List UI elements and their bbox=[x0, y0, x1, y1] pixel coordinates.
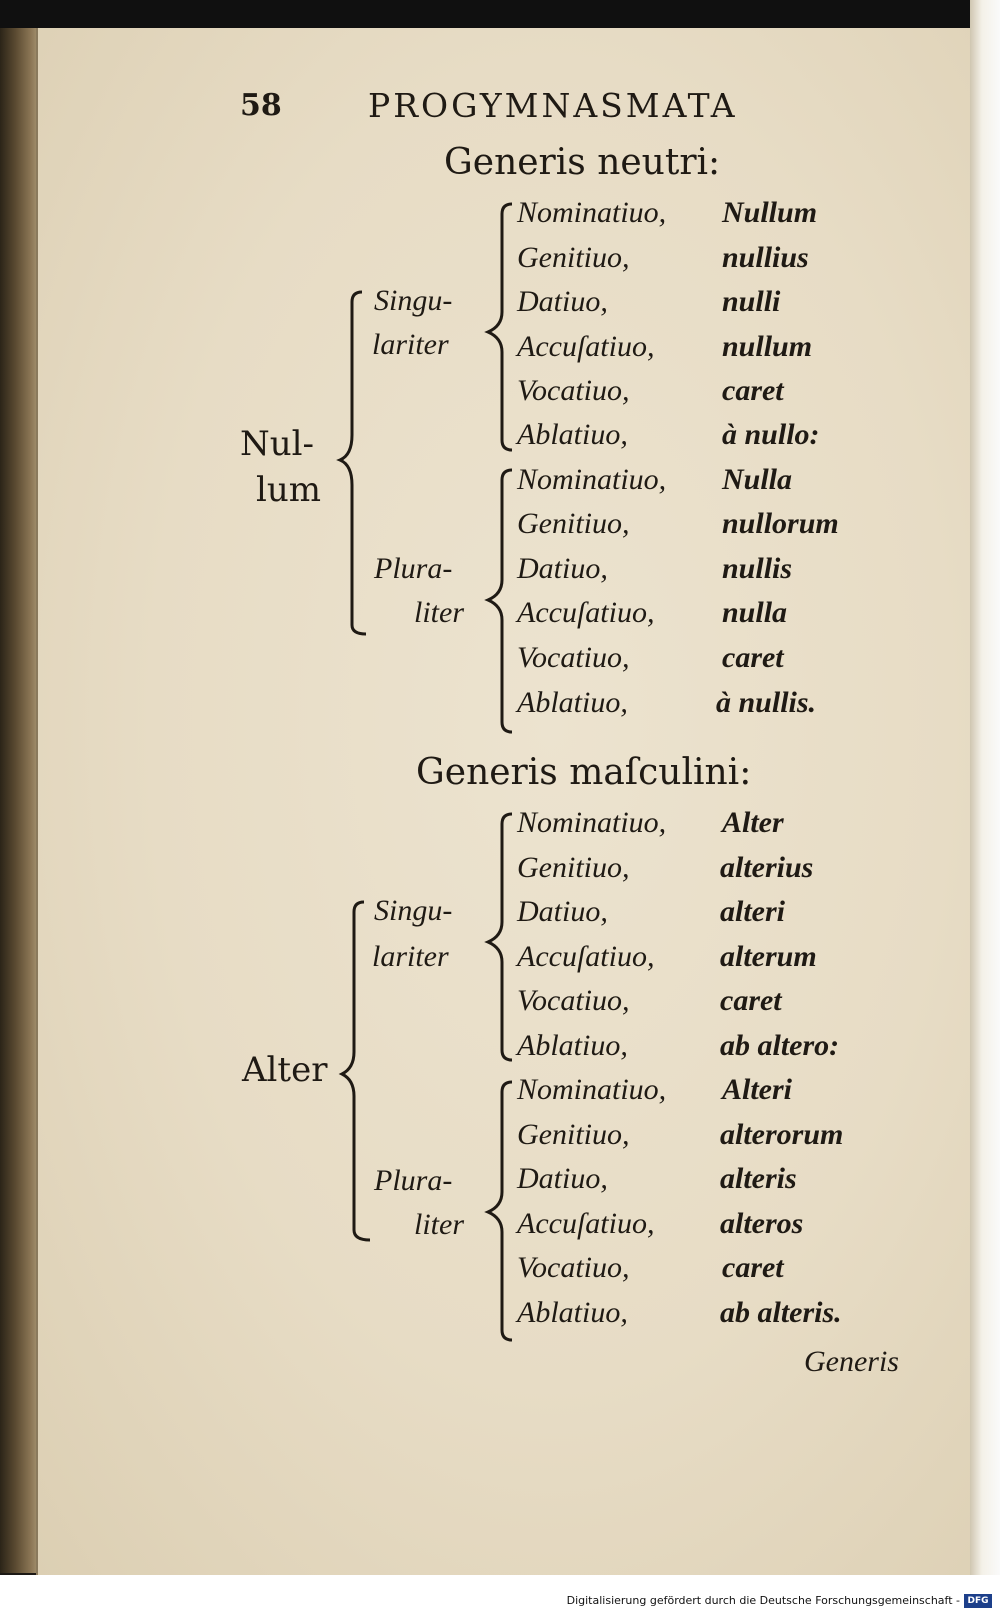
lemma-nullum-line2: lum bbox=[256, 470, 322, 510]
case-label: Nominatiuo, bbox=[517, 463, 667, 496]
running-head: PROGYMNASMATA bbox=[368, 86, 738, 125]
case-label: Genitiuo, bbox=[517, 241, 630, 274]
plural-label-line1: Plura- bbox=[374, 552, 453, 585]
declined-form: alterum bbox=[720, 940, 817, 973]
declined-form: nulla bbox=[722, 596, 788, 629]
case-label: Datiuo, bbox=[517, 1162, 608, 1195]
singular-label-line2: lariter bbox=[372, 328, 449, 361]
case-label: Vocatiuo, bbox=[517, 984, 630, 1017]
lemma-alter: Alter bbox=[242, 1050, 328, 1090]
case-label: Vocatiuo, bbox=[517, 374, 630, 407]
declined-form: Nulla bbox=[722, 463, 793, 496]
case-label: Ablatiuo, bbox=[517, 418, 628, 451]
declined-form: nullum bbox=[722, 330, 813, 363]
page-right-edge bbox=[970, 0, 1000, 1617]
case-label: Nominatiuo, bbox=[517, 196, 667, 229]
singular-label-line1: Singu- bbox=[374, 284, 453, 317]
case-label: Datiuo, bbox=[517, 895, 608, 928]
declined-form: Alter bbox=[722, 806, 784, 839]
declined-form: ab altero: bbox=[720, 1029, 840, 1062]
case-label: Nominatiuo, bbox=[517, 1073, 667, 1106]
declined-form: nullorum bbox=[722, 507, 839, 540]
case-label: Datiuo, bbox=[517, 285, 608, 318]
case-label: Accuſatiuo, bbox=[517, 596, 655, 629]
case-label: Genitiuo, bbox=[517, 1118, 630, 1151]
plural-label-line2: liter bbox=[414, 1208, 464, 1241]
case-label: Genitiuo, bbox=[517, 507, 630, 540]
declined-form: nulli bbox=[722, 285, 781, 318]
declined-form: caret bbox=[722, 1251, 784, 1284]
scan-top-border bbox=[0, 0, 1000, 28]
declined-form: ab alteris. bbox=[720, 1296, 842, 1329]
declined-form: Alteri bbox=[722, 1073, 793, 1106]
declined-form: alterius bbox=[720, 851, 814, 884]
case-label: Accuſatiuo, bbox=[517, 940, 655, 973]
declined-form: alterorum bbox=[720, 1118, 844, 1151]
case-label: Accuſatiuo, bbox=[517, 330, 655, 363]
case-label: Vocatiuo, bbox=[517, 641, 630, 674]
plural-label-line2: liter bbox=[414, 596, 464, 629]
case-label: Ablatiuo, bbox=[517, 1296, 628, 1329]
declined-form: à nullo: bbox=[722, 418, 820, 451]
case-label: Vocatiuo, bbox=[517, 1251, 630, 1284]
page-number: 58 bbox=[240, 88, 282, 123]
plural-label-line1: Plura- bbox=[374, 1164, 453, 1197]
declined-form: caret bbox=[722, 374, 784, 407]
case-label: Ablatiuo, bbox=[517, 686, 628, 719]
declined-form: nullis bbox=[722, 552, 793, 585]
case-label: Nominatiuo, bbox=[517, 806, 667, 839]
footer-credit: Digitalisierung gefördert durch die Deutsche Forschungsgemeinschaft - bbox=[566, 1594, 960, 1607]
section-title-masculine: Generis maſculini: bbox=[416, 752, 752, 793]
case-label: Genitiuo, bbox=[517, 851, 630, 884]
singular-label-line1: Singu- bbox=[374, 894, 453, 927]
book-page bbox=[36, 28, 972, 1575]
declined-form: caret bbox=[722, 641, 784, 674]
case-label: Datiuo, bbox=[517, 552, 608, 585]
section-title-neuter: Generis neutri: bbox=[444, 142, 721, 183]
declined-form: Nullum bbox=[722, 196, 818, 229]
singular-label-line2: lariter bbox=[372, 940, 449, 973]
lemma-nullum-line1: Nul- bbox=[240, 424, 315, 464]
declined-form: caret bbox=[720, 984, 782, 1017]
declined-form: alteri bbox=[720, 895, 785, 928]
catchword: Generis bbox=[804, 1345, 899, 1378]
declined-form: alteros bbox=[720, 1207, 804, 1240]
declined-form: à nullis. bbox=[716, 686, 817, 719]
case-label: Ablatiuo, bbox=[517, 1029, 628, 1062]
case-label: Accuſatiuo, bbox=[517, 1207, 655, 1240]
declined-form: nullius bbox=[722, 241, 809, 274]
declined-form: alteris bbox=[720, 1162, 797, 1195]
dfg-logo: DFG bbox=[964, 1594, 992, 1608]
